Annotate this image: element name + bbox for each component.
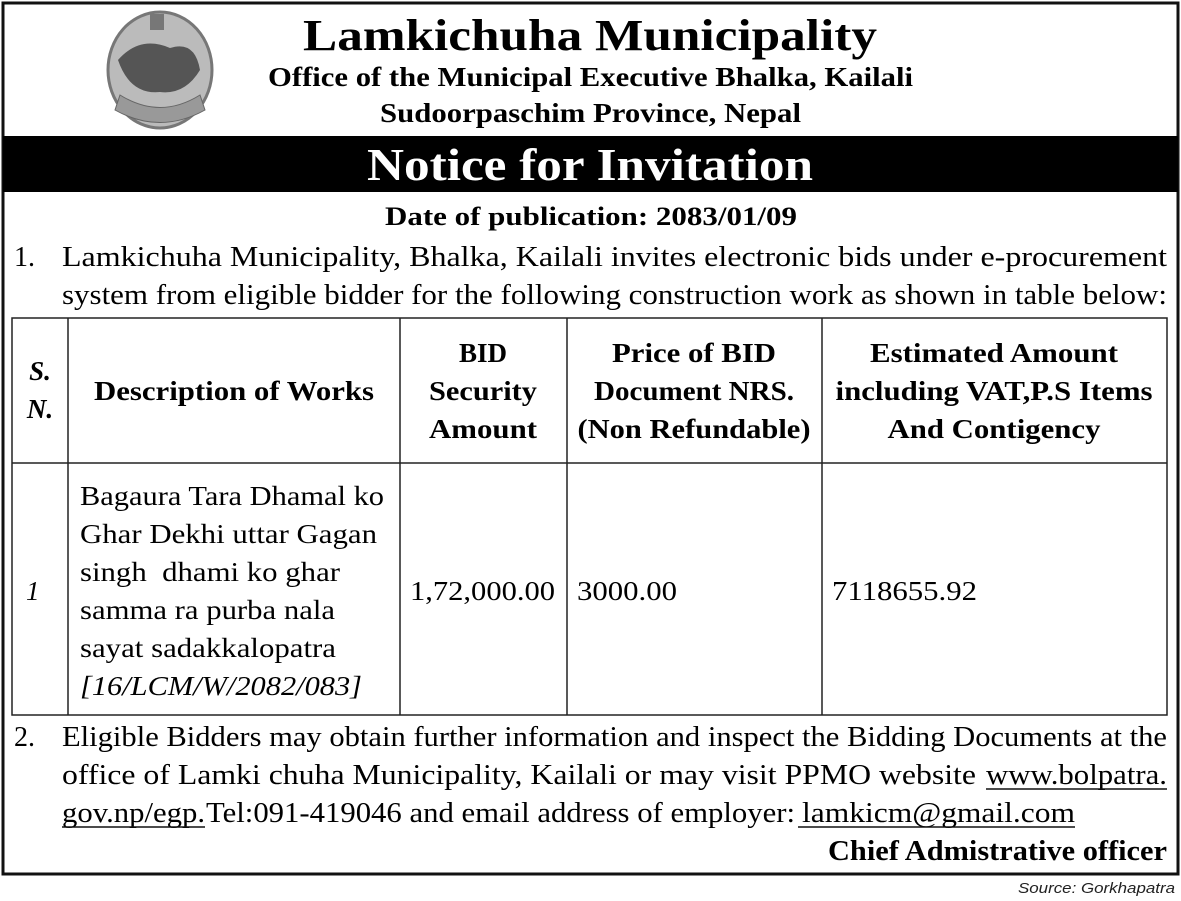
header-sn-1: S. [29, 356, 51, 386]
header-estimated-1: Estimated Amount [870, 338, 1119, 368]
nepal-emblem-logo [108, 12, 212, 128]
header-description: Description of Works [94, 376, 374, 406]
header-sn-2: N. [26, 394, 54, 424]
cell-sn: 1 [26, 576, 40, 606]
notice-banner-title: Notice for Invitation [367, 139, 813, 190]
header-estimated-3: And Contigency [887, 414, 1102, 444]
telephone-text: Tel:091-419046 and email address of employer: [206, 798, 795, 829]
para1-number: 1. [14, 242, 35, 273]
cell-description-line: Ghar Dekhi uttar Gagan [80, 519, 378, 549]
province-subtitle: Sudoorpaschim Province, Nepal [380, 98, 802, 128]
publication-date: Date of publication: 2083/01/09 [385, 202, 797, 231]
email-link[interactable]: lamkicm@gmail.com [802, 798, 1076, 829]
cell-price: 3000.00 [577, 576, 677, 606]
cell-description-line: samma ra purba nala [80, 595, 336, 625]
cell-work-code: [16/LCM/W/2082/083] [80, 671, 362, 701]
cell-description-line: sayat sadakkalopatra [80, 633, 337, 663]
ppmo-website-link[interactable]: www.bolpatra. [986, 760, 1167, 791]
municipality-title: Lamkichuha Municipality [303, 11, 877, 60]
para2-line2: office of Lamki chuha Municipality, Kailali or may visit PPMO website [62, 760, 976, 791]
header-price-3: (Non Refundable) [577, 414, 811, 444]
cell-description-line: singh dhami ko ghar [80, 557, 340, 587]
header-estimated-2: including VAT,P.S Items [835, 376, 1153, 406]
header-price-1: Price of BID [612, 338, 776, 368]
header-bid-security-3: Amount [429, 414, 538, 444]
cell-bid-security: 1,72,000.00 [410, 576, 555, 606]
signature-title: Chief Admistrative officer [828, 836, 1167, 867]
header-bid-security-1: BID [458, 338, 508, 368]
para1-line2: system from eligible bidder for the following construction work as shown in table below: [62, 280, 1167, 311]
para1-line1: Lamkichuha Municipality, Bhalka, Kailali invites electronic bids under e-procurement [62, 242, 1168, 273]
header-bid-security-2: Security [429, 376, 538, 406]
source-credit: Source: Gorkhapatra [1018, 880, 1175, 897]
cell-description-line: Bagaura Tara Dhamal ko [80, 481, 384, 511]
para2-number: 2. [14, 722, 35, 753]
ppmo-website-link-cont[interactable]: gov.np/egp. [62, 798, 205, 829]
cell-estimated: 7118655.92 [832, 576, 977, 606]
header-price-2: Document NRS. [594, 376, 794, 406]
para2-line1: Eligible Bidders may obtain further information and inspect the Bidding Documents at the [62, 722, 1167, 753]
office-subtitle: Office of the Municipal Executive Bhalka, Kailali [268, 62, 914, 92]
